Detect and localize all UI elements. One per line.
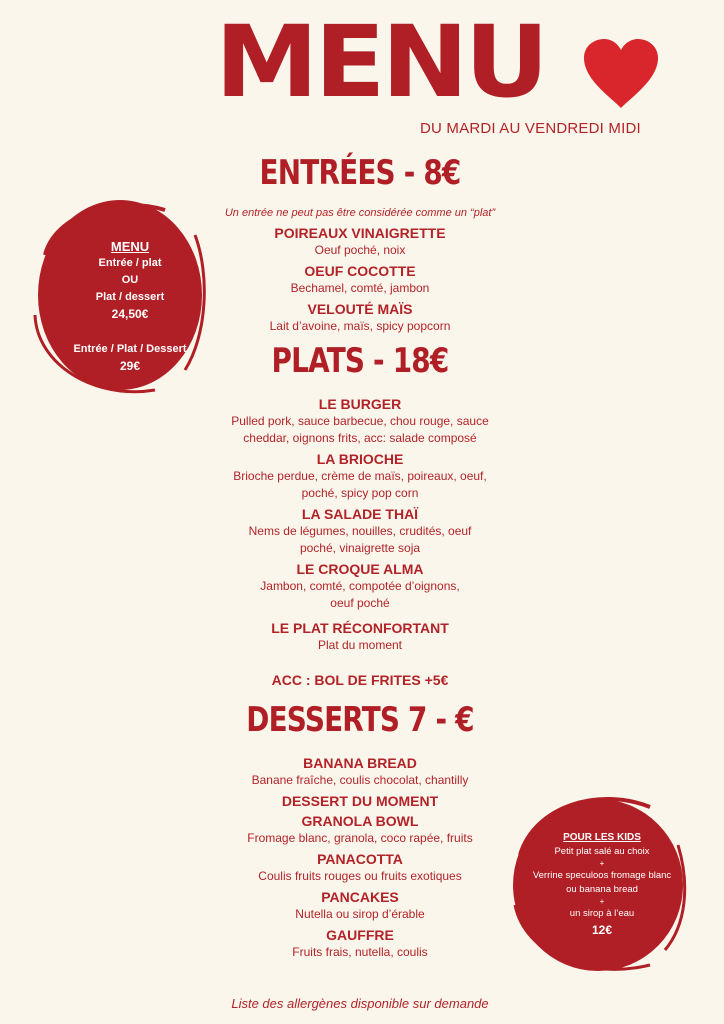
- menu-item-desc: Nems de légumes, nouilles, crudités, oeuf: [248, 524, 472, 538]
- menu-item-desc: cheddar, oignons frits, acc: salade composé: [243, 431, 477, 445]
- menu-item-desc: Bechamel, comté, jambon: [290, 281, 430, 295]
- allergens-note: Liste des allergènes disponible sur demande: [231, 996, 489, 1011]
- menu-item-desc: Jambon, comté, compotée d’oignons,: [260, 579, 460, 593]
- kids-block: [517, 831, 687, 939]
- kids-plus: +: [599, 897, 605, 906]
- menu-item-desc: Coulis fruits rouges ou fruits exotiques: [258, 869, 462, 883]
- menu-item-desc: poché, spicy pop corn: [301, 486, 419, 500]
- formule-line: Entrée / Plat / Dessert: [73, 343, 187, 355]
- heart-icon: [582, 38, 660, 110]
- menu-item-desc: Fromage blanc, granola, coco rapée, fruits: [247, 831, 473, 845]
- menu-subtitle: DU MARDI AU VENDREDI MIDI: [420, 120, 641, 137]
- menu-item-name: GAUFFRE: [326, 927, 394, 943]
- menu-title: MENU: [215, 4, 546, 120]
- entrees-title: ENTRÉES - 8€: [259, 153, 461, 193]
- menu-item-desc: Oeuf poché, noix: [314, 243, 406, 257]
- formule-title: MENU: [110, 239, 150, 254]
- formule-price: 24,50€: [111, 307, 149, 321]
- kids-line: Verrine speculoos fromage blanc: [532, 870, 672, 881]
- menu-item-desc: Brioche perdue, crème de maïs, poireaux, oeuf,: [233, 469, 487, 483]
- menu-item-name: LE PLAT RÉCONFORTANT: [271, 620, 449, 636]
- formule-line: Plat / dessert: [95, 291, 165, 303]
- menu-item-desc: oeuf poché: [330, 596, 390, 610]
- kids-title: POUR LES KIDS: [563, 832, 641, 843]
- menu-item-desc: Lait d’avoine, maïs, spicy popcorn: [269, 319, 451, 333]
- menu-item-name: BANANA BREAD: [303, 755, 417, 771]
- menu-item-name: LA BRIOCHE: [316, 451, 404, 467]
- menu-item-desc: Nutella ou sirop d’érable: [295, 907, 425, 921]
- plats-extra: ACC : BOL DE FRITES +5€: [271, 672, 449, 688]
- menu-item-name: LA SALADE THAÏ: [301, 506, 419, 522]
- formule-line: Entrée / plat: [98, 257, 162, 269]
- kids-line: Petit plat salé au choix: [554, 846, 650, 857]
- menu-item-name: PANCAKES: [321, 889, 399, 905]
- kids-line: un sirop à l’eau: [569, 908, 635, 919]
- menu-item-name: LE BURGER: [318, 396, 402, 412]
- formule-line: OU: [121, 274, 139, 286]
- kids-price: 12€: [591, 923, 613, 937]
- menu-item-desc: Pulled pork, sauce barbecue, chou rouge, sauce: [231, 414, 489, 428]
- desserts-title: DESSERTS 7 - €: [246, 700, 474, 740]
- menu-item-desc: Fruits frais, nutella, coulis: [292, 945, 428, 959]
- kids-plus: +: [599, 859, 605, 868]
- menu-item-name: PANACOTTA: [317, 851, 403, 867]
- menu-item-name: GRANOLA BOWL: [301, 813, 419, 829]
- formule-price: 29€: [119, 359, 141, 373]
- menu-item-name: VELOUTÉ MAÏS: [307, 301, 413, 317]
- menu-item-desc: Banane fraîche, coulis chocolat, chantilly: [251, 773, 469, 787]
- menu-item-desc: poché, vinaigrette soja: [299, 541, 421, 555]
- entrees-note: Un entrée ne peut pas être considérée comme un “plat”: [224, 207, 496, 219]
- menu-item-name: LE CROQUE ALMA: [296, 561, 424, 577]
- menu-item-desc: Plat du moment: [317, 638, 403, 652]
- menu-item-name: DESSERT DU MOMENT: [281, 793, 439, 809]
- kids-line: ou banana bread: [566, 884, 638, 895]
- plats-title: PLATS - 18€: [271, 341, 449, 381]
- menu-item-name: POIREAUX VINAIGRETTE: [274, 225, 446, 241]
- menu-item-name: OEUF COCOTTE: [304, 263, 416, 279]
